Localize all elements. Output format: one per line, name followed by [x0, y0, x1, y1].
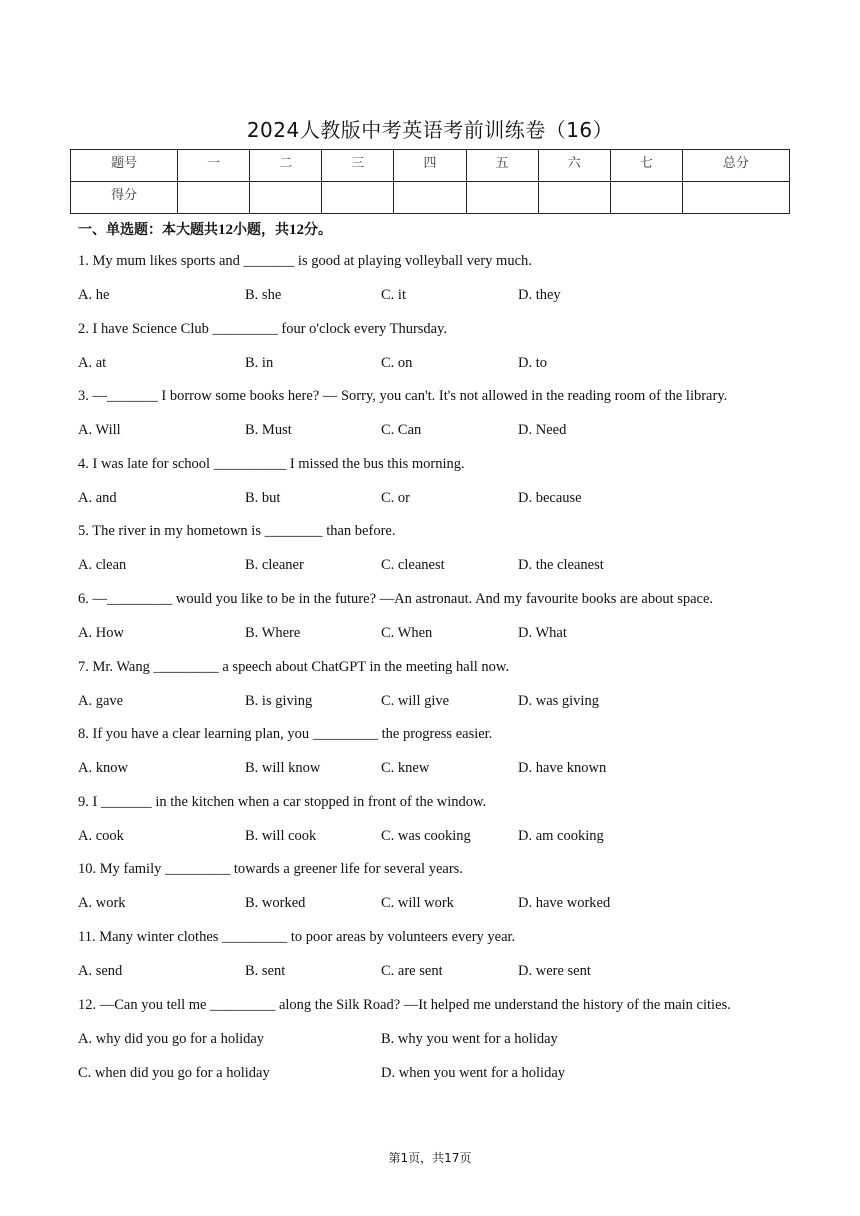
- score-table-score-row: [71, 182, 790, 214]
- answer-option: C. Can: [381, 422, 422, 439]
- section-heading: [78, 219, 332, 239]
- answer-option: A. and: [78, 489, 117, 506]
- answer-option: C. will work: [381, 895, 454, 912]
- answer-option: B. worked: [245, 895, 306, 912]
- question-text: 10. My family _________ towards a greener life for several years.: [78, 861, 463, 878]
- question-text: 6. —_________ would you like to be in the future? —An astronaut. And my favourite books are about space.: [78, 591, 714, 607]
- answer-option: D. when you went for a holiday: [381, 1064, 566, 1081]
- score-cell: [466, 182, 538, 214]
- section-middle: 小题，共: [233, 222, 289, 238]
- question-text: 3. —_______ I borrow some books here? — Sorry, you can't. It's not allowed in the reading room of the library.: [78, 388, 728, 405]
- answer-option: C. knew: [381, 760, 430, 777]
- score-cell: [250, 182, 322, 214]
- answer-option: B. sent: [245, 963, 286, 979]
- score-cell: [682, 182, 789, 214]
- answer-option: D. have worked: [518, 895, 611, 912]
- answer-option: A. How: [78, 625, 124, 641]
- section-prefix: 一、单选题：本大题共: [78, 222, 218, 238]
- answer-option: A. know: [78, 760, 128, 777]
- answer-option: C. was cooking: [381, 827, 471, 844]
- answer-option: A. clean: [78, 557, 127, 574]
- answer-option: C. or: [381, 489, 410, 506]
- header-cell: 六: [538, 150, 610, 182]
- header-cell: 二: [250, 150, 322, 182]
- answer-option: A. why did you go for a holiday: [78, 1030, 265, 1047]
- header-cell: 五: [466, 150, 538, 182]
- answer-option: D. Need: [518, 422, 567, 439]
- question-text: 12. —Can you tell me _________ along the Silk Road? —It helped me understand the history of the main cities.: [78, 996, 731, 1013]
- answer-option: D. the cleanest: [518, 557, 604, 574]
- answer-option: A. gave: [78, 692, 124, 709]
- answer-option: A. work: [78, 895, 126, 912]
- answer-option: B. Where: [245, 625, 301, 641]
- answer-option: B. cleaner: [245, 557, 304, 574]
- answer-option: D. to: [518, 354, 547, 371]
- answer-option: B. in: [245, 354, 274, 371]
- header-cell: 七: [610, 150, 682, 182]
- answer-option: B. but: [245, 489, 281, 506]
- answer-option: A. send: [78, 963, 123, 979]
- answer-option: D. What: [518, 625, 567, 641]
- question-text: 11. Many winter clothes _________ to poor areas by volunteers every year.: [78, 929, 516, 945]
- answer-option: A. cook: [78, 827, 124, 844]
- answer-option: A. at: [78, 354, 107, 371]
- question-text: 4. I was late for school __________ I missed the bus this morning.: [78, 455, 465, 472]
- page-footer: 第1页，共17页: [388, 1151, 472, 1165]
- answer-option: D. were sent: [518, 963, 591, 979]
- question-text: 9. I _______ in the kitchen when a car stopped in front of the window.: [78, 793, 487, 810]
- score-cell: [610, 182, 682, 214]
- header-cell: 四: [394, 150, 466, 182]
- answer-option: C. are sent: [381, 963, 443, 979]
- question-text: 8. If you have a clear learning plan, you _________ the progress easier.: [78, 726, 493, 743]
- answer-option: D. they: [518, 287, 561, 303]
- answer-option: C. when did you go for a holiday: [78, 1064, 270, 1081]
- answer-option: D. am cooking: [518, 827, 604, 844]
- answer-option: D. have known: [518, 760, 607, 777]
- answer-option: B. will know: [245, 760, 321, 777]
- section-points: 12: [289, 222, 304, 238]
- header-cell: 题号: [71, 150, 178, 182]
- answer-option: C. cleanest: [381, 557, 445, 574]
- header-cell: 总分: [682, 150, 789, 182]
- section-suffix: 分。: [304, 222, 332, 238]
- score-cell: [322, 182, 394, 214]
- answer-option: D. because: [518, 489, 582, 506]
- question-text: 7. Mr. Wang _________ a speech about ChatGPT in the meeting hall now.: [78, 658, 510, 675]
- score-table: [70, 149, 790, 214]
- header-cell: 一: [178, 150, 250, 182]
- score-row-label: 得分: [71, 182, 178, 214]
- score-cell: [394, 182, 466, 214]
- header-cell: 三: [322, 150, 394, 182]
- answer-option: B. she: [245, 287, 282, 303]
- page-title: 2024人教版中考英语考前训练卷（16）: [246, 118, 614, 142]
- answer-option: C. will give: [381, 692, 450, 709]
- score-table-header-row: [71, 150, 790, 182]
- answer-option: C. When: [381, 625, 433, 641]
- answer-option: C. on: [381, 354, 413, 371]
- answer-option: D. was giving: [518, 692, 599, 709]
- answer-option: B. will cook: [245, 827, 317, 844]
- score-cell: [178, 182, 250, 214]
- score-cell: [538, 182, 610, 214]
- answer-option: B. why you went for a holiday: [381, 1030, 558, 1047]
- answer-option: C. it: [381, 287, 406, 303]
- question-text: 5. The river in my hometown is ________ than before.: [78, 523, 396, 540]
- answer-option: B. Must: [245, 422, 292, 439]
- question-text: 1. My mum likes sports and _______ is good at playing volleyball very much.: [78, 253, 532, 269]
- answer-option: A. he: [78, 287, 110, 303]
- answer-option: B. is giving: [245, 692, 313, 709]
- answer-option: A. Will: [78, 422, 121, 439]
- section-count: 12: [218, 222, 233, 238]
- question-text: 2. I have Science Club _________ four o'clock every Thursday.: [78, 320, 448, 337]
